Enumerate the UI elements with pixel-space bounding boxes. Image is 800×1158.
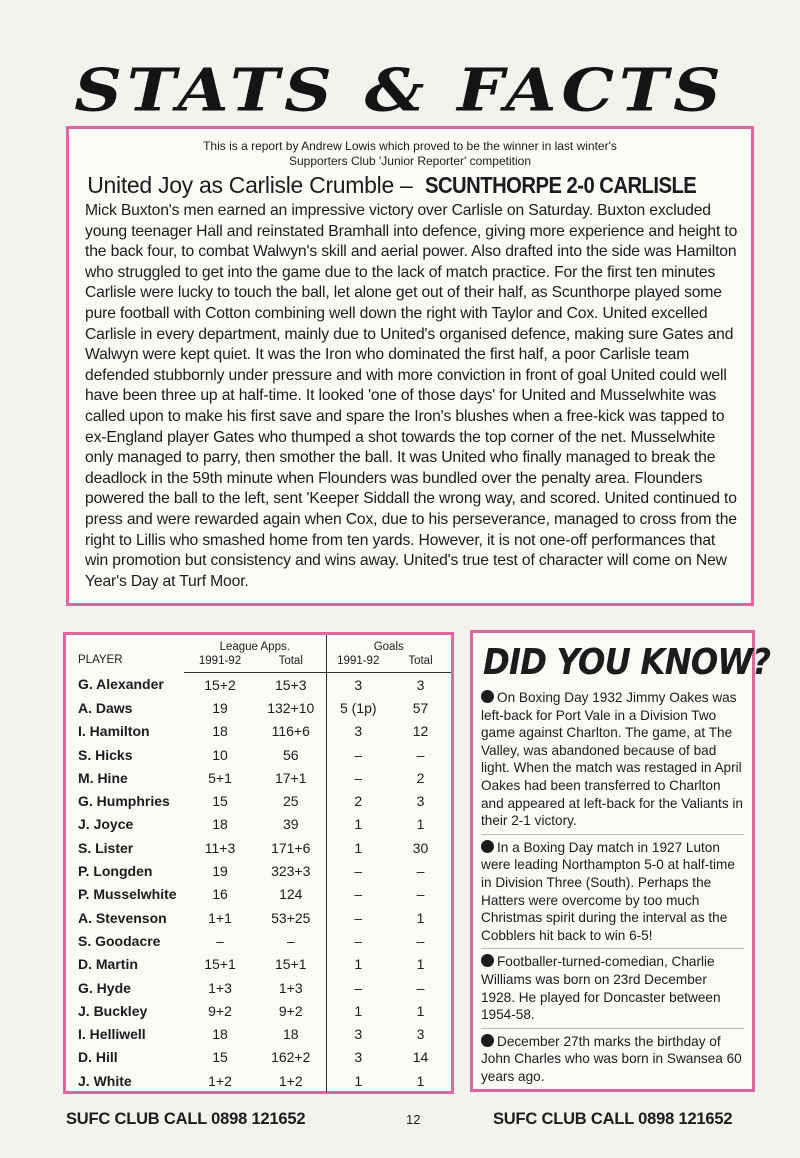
fact-text: On Boxing Day 1932 Jimmy Oakes was left-back for Port Vale in a Division Two game against Charlton. The game, at The Valley, was abandoned because of bad light. When the match was restaged in April Oakes had been transferred to Charlton and appeared at left-back for the Valiants in their 2-1 victory. [481, 690, 743, 829]
did-you-know-list [473, 689, 752, 1089]
table-row [66, 1022, 451, 1045]
fact-item [481, 1033, 744, 1090]
report-intro-line1: This is a report by Andrew Lowis which proved to be the winner in last winter's [203, 139, 617, 153]
goals-season: – [326, 859, 390, 882]
headline-score: SCUNTHORPE 2-0 CARLISLE [424, 172, 696, 198]
fact-text: December 27th marks the birthday of John Charles who was born in Swansea 60 years ago. [481, 1033, 742, 1084]
apps-season: 18 [212, 816, 228, 833]
table-row [66, 1046, 451, 1069]
table-row [66, 766, 451, 789]
did-you-know-box [470, 630, 771, 1092]
table-row [66, 743, 451, 766]
table-row [66, 859, 451, 882]
header-apps-total: Total [256, 654, 326, 673]
player-name: M. Hine [78, 769, 128, 786]
goals-season: 1 [326, 953, 390, 976]
goals-total: 1 [416, 956, 425, 973]
header-goals: Goals [326, 635, 451, 654]
goals-season: 3 [326, 720, 390, 743]
player-name: J. Joyce [78, 816, 134, 833]
headline-text: United Joy as Carlisle Crumble – [87, 172, 413, 198]
apps-season: 10 [212, 746, 228, 763]
goals-total: 57 [412, 699, 429, 716]
goals-season: 1 [326, 836, 390, 859]
apps-season: 5+1 [208, 769, 232, 786]
goals-season: 5 (1p) [326, 696, 390, 719]
apps-total: 124 [279, 886, 303, 903]
page-header [0, 50, 800, 130]
apps-total: 17+1 [274, 769, 307, 786]
apps-season: 19 [212, 699, 228, 716]
apps-total: 1+3 [278, 979, 303, 996]
apps-total: – [286, 932, 295, 949]
bullet-icon [481, 1034, 494, 1047]
goals-season: 1 [326, 1069, 390, 1092]
table-row [66, 836, 451, 859]
report-intro-line2: Supporters Club 'Junior Reporter' competition [288, 154, 532, 168]
table-row [66, 720, 451, 743]
apps-total: 15+3 [274, 676, 307, 693]
apps-total: 39 [282, 816, 299, 833]
goals-season: 1 [326, 813, 390, 836]
table-row [66, 789, 451, 812]
player-name: I. Helliwell [78, 1026, 146, 1043]
player-name: P. Musselwhite [78, 886, 177, 903]
apps-season: 18 [212, 1026, 228, 1043]
player-name: G. Hyde [78, 979, 131, 996]
footer-club-call-left: SUFC CLUB CALL 0898 121652 [66, 1110, 306, 1128]
player-name: A. Stevenson [78, 909, 167, 926]
apps-season: – [216, 932, 224, 949]
table-row [66, 673, 451, 697]
goals-total: – [416, 886, 425, 903]
goals-season: 1 [326, 999, 390, 1022]
apps-season: 11+3 [204, 839, 236, 856]
header-league-apps: League Apps. [219, 641, 290, 653]
apps-total: 18 [282, 1026, 299, 1043]
player-name: I. Hamilton [78, 723, 150, 740]
goals-total: 14 [412, 1049, 429, 1066]
apps-total: 53+25 [271, 909, 311, 926]
table-row [66, 696, 451, 719]
goals-season: 3 [326, 673, 390, 697]
bullet-icon [481, 840, 494, 853]
player-stats-table [66, 635, 451, 1092]
player-name: G. Alexander [78, 676, 164, 693]
report-body: Mick Buxton's men earned an impressive victory over Carlisle on Saturday. Buxton excluded young teenager Hall and reinstated Bramhall into defence, giving more experience and height to the back four, to combat Walwyn's skill and aerial power. Also drafted into the side was Hamilton who struggled to get into the game due to the lack of match practice. For the first ten minutes Carlisle were lucky to touch the ball, let alone get out of their half, as Scunthorpe played some pure football with Cotton combining well down the right with Taylor and Cox. United excelled Carlisle in every department, mainly due to United's organised defence, making sure Gates and Walwyn were kept quiet. It was the Iron who dominated the first half, a poor Carlisle team defended stubbornly under pressure and with more conviction in front of goal United could well have been three up at half-time. It looked 'one of those days' for United and Musselwhite was called upon to make his first save and spare the Iron's blushes when a free-kick was tapped to ex-England player Gates who thumped a shot towards the top corner of the net. Musselwhite only managed to parry, then smother the ball. It was United who finally managed to break the deadlock in the 59th minute when Flounders was bundled over the penalty area. Flounders powered the ball to the left, sent 'Keeper Siddall the wrong way, and scored. United continued to press and were rewarded again when Cox, due to his perseverance, managed to cross from the right to Lillis who smashed home from ten yards. However, it is not one-off performances that win promotion but consistency and wins away. United's true test of character will come on New Year's Day at Turf Moor. [85, 202, 738, 590]
report-intro [69, 139, 751, 169]
apps-total: 171+6 [271, 839, 311, 856]
table-row [66, 929, 451, 952]
header-apps-season: 1991-92 [184, 654, 256, 673]
apps-season: 1+1 [208, 909, 232, 926]
player-name: A. Daws [78, 699, 133, 716]
apps-season: 1+3 [208, 979, 232, 996]
apps-total: 116+6 [271, 723, 310, 740]
goals-season: – [326, 766, 390, 789]
player-name: G. Humphries [78, 793, 170, 810]
goals-total: – [416, 863, 425, 880]
goals-total: 1 [416, 909, 425, 926]
goals-season: – [326, 743, 390, 766]
fact-item [481, 953, 744, 1028]
goals-total: 2 [416, 769, 425, 786]
goals-total: 1 [416, 1072, 425, 1089]
goals-season: 3 [326, 1022, 390, 1045]
apps-total: 9+2 [278, 1002, 303, 1019]
table-row [66, 813, 451, 836]
header-goals-season: 1991-92 [326, 654, 390, 673]
apps-total: 56 [282, 746, 299, 763]
fact-item [481, 689, 744, 835]
fact-text: In a Boxing Day match in 1927 Luton were leading Northampton 5-0 at half-time in Division Three (South). Perhaps the Hatters were overcome by too much Christmas spirit during the interval as the Cobblers hit back to win 6-5! [481, 839, 735, 943]
goals-total: 30 [412, 839, 429, 856]
bullet-icon [481, 690, 494, 703]
apps-season: 15+2 [204, 676, 236, 693]
goals-season: – [326, 883, 390, 906]
player-stats-box [63, 632, 454, 1094]
apps-total: 1+2 [278, 1072, 303, 1089]
footer-club-call-right: SUFC CLUB CALL 0898 121652 [493, 1110, 733, 1128]
goals-total: – [416, 979, 425, 996]
player-name: S. Goodacre [78, 932, 161, 949]
player-name: P. Longden [78, 863, 153, 880]
apps-total: 132+10 [267, 699, 315, 716]
player-name: D. Martin [78, 956, 138, 973]
apps-season: 19 [212, 863, 228, 880]
goals-total: 12 [412, 723, 429, 740]
apps-total: 162+2 [271, 1049, 311, 1066]
fact-item [481, 839, 744, 950]
goals-total: – [416, 932, 425, 949]
player-name: J. White [78, 1072, 132, 1089]
apps-season: 18 [212, 723, 228, 740]
table-row [66, 953, 451, 976]
header-goals-total: Total [390, 654, 451, 673]
apps-season: 16 [212, 886, 228, 903]
apps-season: 15 [212, 793, 228, 810]
goals-total: 3 [416, 1026, 425, 1043]
goals-season: – [326, 976, 390, 999]
player-stats-rows [66, 673, 451, 1093]
table-row [66, 883, 451, 906]
goals-season: – [326, 906, 390, 929]
apps-total: 15+1 [274, 956, 307, 973]
fact-text: Footballer-turned-comedian, Charlie Williams was born on 23rd December 1928. He played for Doncaster between 1954-58. [481, 954, 721, 1023]
goals-total: 3 [416, 793, 425, 810]
player-name: J. Buckley [78, 1002, 148, 1019]
apps-season: 1+2 [208, 1072, 232, 1089]
goals-season: – [326, 929, 390, 952]
header-player: PLAYER [78, 653, 123, 666]
player-name: S. Hicks [78, 746, 133, 763]
match-report-box [66, 126, 754, 606]
report-headline [69, 172, 751, 199]
goals-total: 1 [416, 1002, 425, 1019]
goals-total: – [416, 746, 425, 763]
page-number: 12 [406, 1112, 421, 1127]
apps-total: 323+3 [271, 863, 311, 880]
apps-season: 15 [212, 1049, 228, 1066]
player-name: D. Hill [78, 1049, 118, 1066]
apps-total: 25 [282, 793, 299, 810]
did-you-know-title: DID YOU KNOW? [483, 642, 771, 683]
goals-season: 3 [326, 1046, 390, 1069]
goals-season: 2 [326, 789, 390, 812]
apps-season: 15+1 [204, 956, 236, 973]
table-row [66, 1069, 451, 1092]
table-row [66, 906, 451, 929]
player-name: S. Lister [78, 839, 134, 856]
goals-total: 1 [416, 816, 425, 833]
goals-total: 3 [416, 676, 425, 693]
table-row [66, 976, 451, 999]
bullet-icon [481, 954, 494, 967]
page-title: STATS & FACTS [74, 54, 726, 126]
apps-season: 9+2 [208, 1002, 232, 1019]
table-row [66, 999, 451, 1022]
